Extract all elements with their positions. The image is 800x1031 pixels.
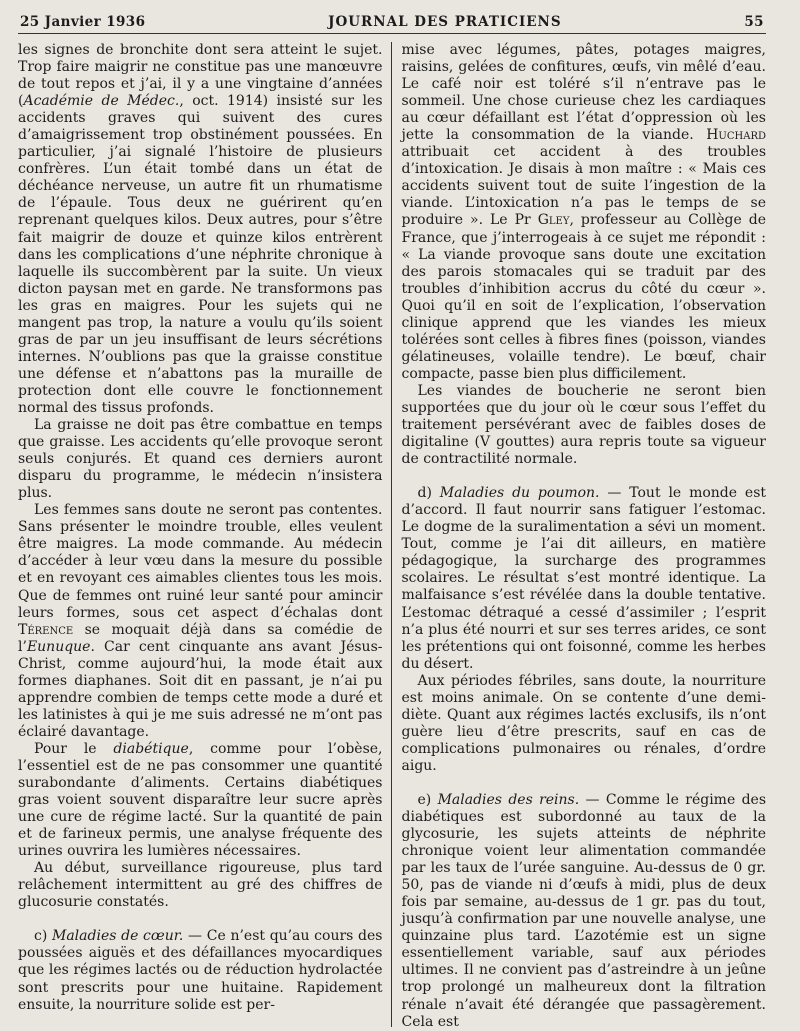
header-date: 25 Janvier 1936 <box>20 14 146 30</box>
section-lung: d) Maladies du poumon. — Tout le monde est d’accord. Il faut nourrir sans fatiguer l’estomac. Le dogme de la suralimentation a sévi un moment. Tout, comme je l’ai dit ailleurs, en matière pédagogique, la surcharge des programmes scolaires. Le résultat s’est montré identique. La malfaisance s’est révélée dans la double tentative. L’estomac détraqué a cessé d’assimiler ; l’esprit n’a plus été nourri et sur ses terres arides, ce sont les prétentions qui ont foisonné, comme les herbes du désert. <box>401 485 767 672</box>
section-heading: Maladies du poumon. <box>439 485 600 502</box>
paragraph: Les viandes de boucherie ne seront bien supportées que du jour où le cœur sous l’effet du traitement persévérant avec de faibles doses de digitaline (V gouttes) aura repris toute sa vigueur de contractilité normale. <box>401 382 766 468</box>
right-column <box>392 42 767 1030</box>
paragraph: Aux périodes fébriles, sans doute, la nourriture est moins animale. On se contente d’une demi-diète. Quant aux régimes lactés exclusifs, ils n’ont guère lieu d’être prescrits, sauf en cas de complications pulmonaires ou rénales, d’ordre aigu. <box>401 672 766 774</box>
paragraph: La graisse ne doit pas être combattue en temps que graisse. Les accidents qu’elle provoque seront seuls conjurés. Et quand ces derniers auront disparu du programme, le médecin n’insistera plus. <box>18 417 383 502</box>
left-column <box>18 42 391 1027</box>
section-heart: c) Maladies de cœur. — Ce n’est qu’au cours des poussées aiguës et des défaillances myocardiques que les régimes lactés ou de réduction hydrolactée sont prescrits pour une huitaine. Rapidement ensuite, la nourriture solide est per- <box>18 928 383 1013</box>
running-header <box>18 14 766 34</box>
author-name: Huchard <box>706 127 766 144</box>
work-title: Eunuque <box>26 638 91 655</box>
two-column-body <box>18 42 767 1030</box>
section-heading: Maladies de cœur. <box>52 928 184 945</box>
journal-title: JOURNAL DES PRATICIENS <box>328 14 562 30</box>
page-number: 55 <box>744 14 764 30</box>
author-name: Gley <box>537 212 570 229</box>
author-name: Térence <box>18 621 74 638</box>
paragraph: Au début, surveillance rigoureuse, plus tard relâchement intermittent au gré des chiffres de glucosurie constatés. <box>18 860 383 911</box>
paragraph: Pour le diabétique, comme pour l’obèse, l’essentiel est de ne pas consommer une quantité surabondante d’aliments. Certains diabétiques gras voient souvent disparaître leur sucre après une cure de régime lacté. Sur la quantité de pain et de farineux permis, une analyse fréquente des urines ouvrira les lumières nécessaires. <box>18 740 383 860</box>
paragraph: mise avec légumes, pâtes, potages maigres, raisins, gelées de confitures, œufs, vin mêlé d’eau. Le café noir est toléré s’il n’entrave pas le sommeil. Une chose curieuse chez les cardiaques au cœur défaillant est l’état d’oppression où les jette la consommation de la viande. Huchard attribuait cet accident à des troubles d’intoxication. Je disais à mon maître : « Mais ces accidents suivent tout de suite l’ingestion de la viande. L’intoxication n’a pas le temps de se produire ». Le Pr Gley, professeur au Collège de France, que j’interrogeais à ce sujet me répondit : « La viande provoque sans doute une excitation des parois stomacales qui se traduit par des troubles d’inhibition accrus du côté du cœur ». Quoi qu’il en soit de l’explication, l’observation clinique apprend que les viandes les mieux tolérées sont celles à fibres fines (poisson, viandes gélatineuses, volaille tendre). Le bœuf, chair compacte, passe bien plus difficilement. <box>401 42 767 382</box>
term: diabétique <box>113 740 189 757</box>
citation: Académie de Médec. <box>23 93 180 110</box>
section-heading: Maladies des reins. <box>437 791 580 808</box>
paragraph: Les femmes sans doute ne seront pas contentes. Sans présenter le moindre trouble, elles veulent être maigres. La mode commande. Au médecin d’accéder à leur vœu dans la mesure du possible et en revoyant ces aimables clientes tous les mois. Que de femmes ont ruiné leur santé pour amincir leurs formes, sous cet aspect d’échalas dont Térence se moquait déjà dans sa comédie de l’Eunuque. Car cent cinquante ans avant Jésus-Christ, comme aujourd’hui, la mode était aux formes diaphanes. Soit dit en passant, je n’ai pu apprendre combien de temps cette mode a duré et les latinistes à qui je me suis adressé ne m’ont pas éclairé davantage. <box>18 502 383 740</box>
paragraph: les signes de bronchite dont sera atteint le sujet. Trop faire maigrir ne constitue pas une manœuvre de tout repos et j’ai, il y a une vingtaine d’années (Académie de Médec., oct. 1914) insisté sur les accidents graves qui suivent des cures d’amaigrissement trop obstinément poussées. En particulier, j’ai signalé l’histoire de plusieurs confrères. L’un était tombé dans un état de déchéance nerveuse, un autre fit un rhumatisme de l’épaule. Tous deux ne guérirent qu’en reprenant quelques kilos. Deux autres, pour s’être fait maigrir de douze et quinze kilos entrèrent dans les complications d’une néphrite chronique à laquelle ils succombèrent par la suite. Un vieux dicton paysan met en garde. Ne transformons pas les gras en maigres. Pour les sujets qui ne mangent pas trop, la nature a voulu qu’ils soient gras de par un jeu insuffisant de leurs sécrétions internes. N’oublions pas que la graisse constitue une défense et n’abattons pas la muraille de protection dont elle couvre le fonctionnement normal des tissus profonds. <box>18 42 383 416</box>
section-kidney: e) Maladies des reins. — Comme le régime des diabétiques est subordonné au taux de la glycosurie, les sujets atteints de néphrite chronique voient leur alimentation commandée par les taux de l’urée sanguine. Au-dessus de 0 gr. 50, pas de viande ni d’œufs à midi, plus de deux fois par semaine, au-dessus de 1 gr. pas du tout, jusqu’à confirmation par une nouvelle analyse, une quinzaine plus tard. L’azotémie est un signe essentiellement variable, sauf aux périodes ultimes. Il ne convient pas d’astreindre à un jeûne trop prolongé un malheureux dont la filtration rénale n’avait été dérangée que passagèrement. Cela est <box>401 791 766 1030</box>
